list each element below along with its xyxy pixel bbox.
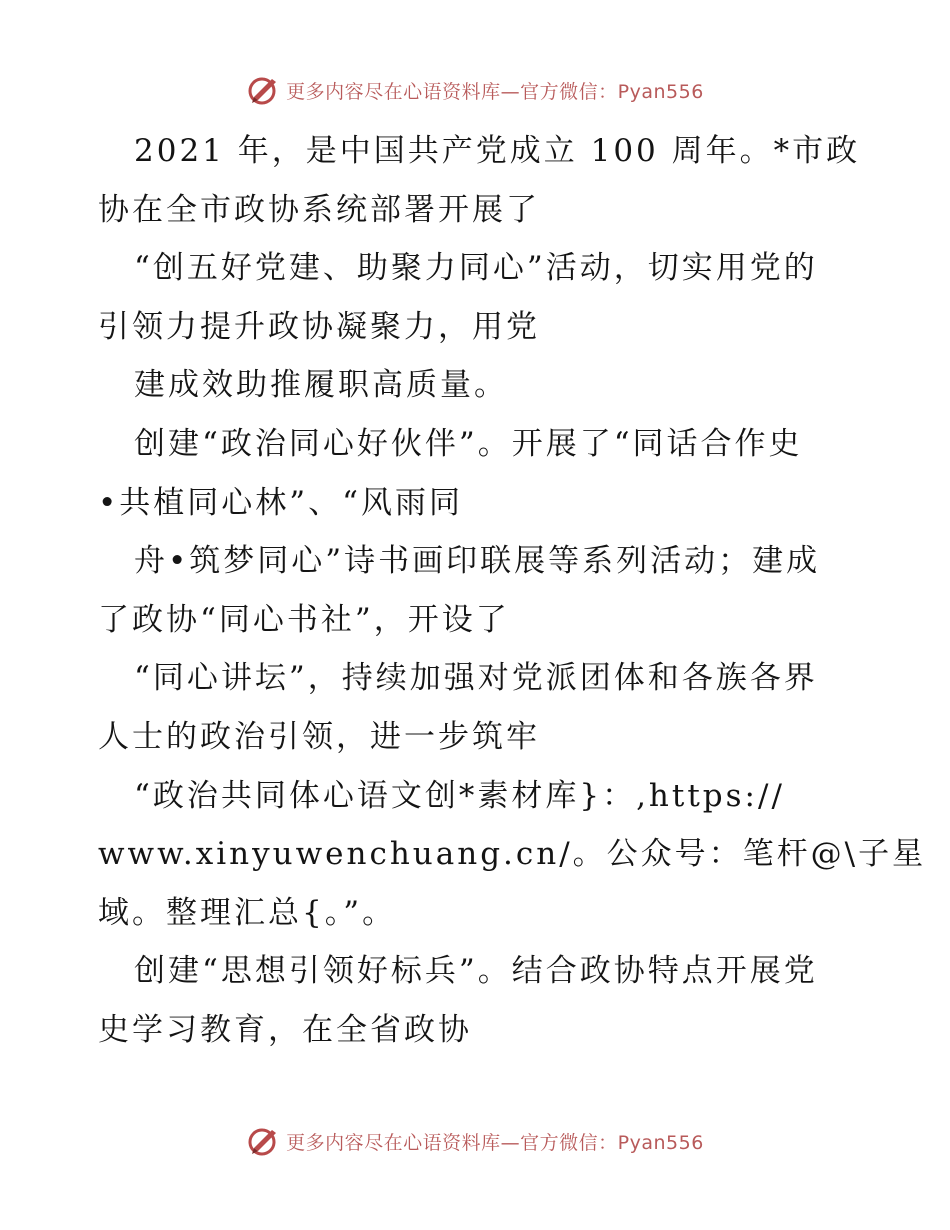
body-line: 人士的政治引领，进一步筑牢 (98, 718, 540, 755)
body-line: 引领力提升政协凝聚力，用党 (98, 308, 540, 345)
body-line: 创建“政治同心好伙伴”。开展了“同话合作史 (134, 425, 803, 462)
body-line: “政治共同体心语文创*素材库}：,https:// (134, 777, 785, 814)
banner-text: 更多内容尽在心语资料库—官方微信：Pyan556 (286, 1131, 704, 1154)
header-banner (0, 70, 950, 110)
body-line: www.xinyuwenchuang.cn/。公众号：笔杆@\子星 (98, 836, 927, 873)
body-line: 2021 年，是中国共产党成立 100 周年。*市政 (134, 133, 861, 169)
document-body (98, 122, 927, 1060)
body-line: 舟•筑梦同心”诗书画印联展等系列活动；建成 (134, 543, 821, 580)
body-line: “创五好党建、助聚力同心”活动，切实用党的 (134, 250, 818, 287)
body-line: •共植同心林”、“风雨同 (98, 484, 463, 521)
pen-circle-logo-icon (246, 1124, 280, 1158)
body-line: “同心讲坛”，持续加强对党派团体和各族各界 (134, 660, 818, 697)
body-line: 建成效助推履职高质量。 (134, 367, 508, 404)
body-line: 了政协“同心书社”，开设了 (98, 601, 510, 638)
body-line: 协在全市政协系统部署开展了 (98, 191, 540, 228)
body-line: 创建“思想引领好标兵”。结合政协特点开展党 (134, 953, 818, 990)
body-line: 域。整理汇总{。”。 (98, 894, 397, 931)
body-line: 史学习教育，在全省政协 (98, 1011, 472, 1048)
pen-circle-logo-icon (246, 73, 280, 107)
banner-text: 更多内容尽在心语资料库—官方微信：Pyan556 (286, 80, 704, 103)
footer-banner (0, 1121, 950, 1161)
